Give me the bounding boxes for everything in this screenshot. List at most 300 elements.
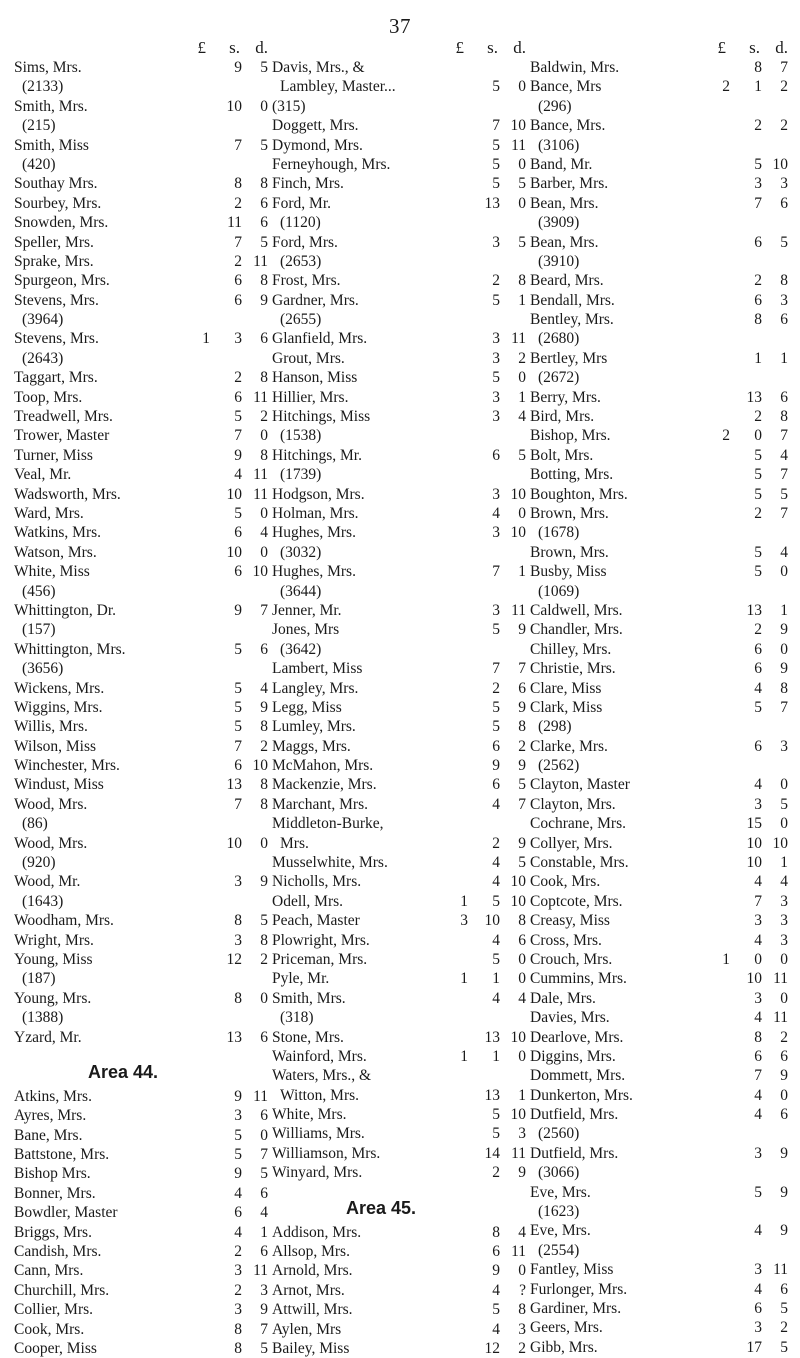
list-item <box>14 1087 272 1106</box>
pence-value: 0 <box>518 1047 526 1065</box>
shillings-value: 6 <box>234 563 242 581</box>
amount <box>188 465 272 484</box>
shillings-value: 6 <box>234 291 242 309</box>
list-item <box>272 1223 530 1242</box>
subscriber-name: Winchester, Mrs. <box>14 757 120 775</box>
list-item <box>530 1047 792 1066</box>
amount <box>708 1105 792 1124</box>
list-item <box>530 601 792 620</box>
shillings-value: 2 <box>234 252 242 270</box>
list-item <box>14 950 272 969</box>
list-item-detail <box>272 543 530 562</box>
list-item <box>14 1242 272 1261</box>
shillings-value: 8 <box>754 1028 762 1046</box>
pence-value: 5 <box>260 1165 268 1183</box>
subscriber-name: Hitchings, Miss <box>272 408 371 426</box>
subscriber-name: Bean, Mrs. <box>530 233 599 251</box>
list-item <box>530 504 792 523</box>
list-item <box>530 989 792 1008</box>
list-item-detail <box>530 136 792 155</box>
subscriber-name: Attwill, Mrs. <box>272 1301 353 1319</box>
list-item-detail <box>272 77 530 96</box>
pence-value: 10 <box>510 892 526 910</box>
pounds-value: 2 <box>722 78 730 96</box>
subscriber-name: Williams, Mrs. <box>272 1125 365 1143</box>
pounds-value: 1 <box>460 1047 468 1065</box>
subscriber-name: McMahon, Mrs. <box>272 757 374 775</box>
list-item <box>14 989 272 1008</box>
shillings-value: 3 <box>492 233 500 251</box>
pence-header: d. <box>513 38 526 57</box>
list-item <box>14 465 272 484</box>
list-item <box>530 1066 792 1085</box>
subscriber-name: Collyer, Mrs. <box>530 834 613 852</box>
list-item-detail <box>272 213 530 232</box>
list-item <box>14 543 272 562</box>
shillings-value: 2 <box>754 117 762 135</box>
amount <box>188 1087 272 1106</box>
pence-value: 1 <box>780 601 788 619</box>
subscriber-name: Davies, Mrs. <box>530 1009 610 1027</box>
amount <box>446 1261 530 1280</box>
list-item <box>272 504 530 523</box>
pence-value: 5 <box>780 795 788 813</box>
amount <box>708 1299 792 1318</box>
shillings-value: 1 <box>492 970 500 988</box>
subscriber-reference: (3909) <box>538 214 580 232</box>
pence-value: 4 <box>260 1204 268 1222</box>
subscriber-name: Turner, Miss <box>14 446 93 464</box>
subscriber-reference: Lambley, Master... <box>280 78 396 96</box>
list-item-detail <box>530 368 792 387</box>
shillings-value: 7 <box>754 194 762 212</box>
amount <box>446 679 530 698</box>
amount <box>188 194 272 213</box>
pence-value: 5 <box>260 136 268 154</box>
pence-value: 2 <box>260 950 268 968</box>
shillings-value: 5 <box>754 446 762 464</box>
amount <box>188 1028 272 1047</box>
pence-value: 2 <box>780 1028 788 1046</box>
shillings-value: 10 <box>746 970 762 988</box>
shillings-value: 6 <box>234 272 242 290</box>
pence-value: 6 <box>518 931 526 949</box>
list-item <box>14 872 272 891</box>
amount <box>708 388 792 407</box>
shillings-value: 4 <box>754 1106 762 1124</box>
shillings-value: 3 <box>492 408 500 426</box>
list-item <box>14 58 272 77</box>
shillings-value: 3 <box>754 795 762 813</box>
list-item <box>14 194 272 213</box>
list-item <box>530 426 792 445</box>
subscriber-name: Whittington, Mrs. <box>14 640 126 658</box>
shillings-value: 13 <box>484 1028 500 1046</box>
shillings-value: 7 <box>234 737 242 755</box>
subscriber-name: Bean, Mrs. <box>530 194 599 212</box>
list-item-detail <box>530 523 792 542</box>
subscriber-name: Williamson, Mrs. <box>272 1144 381 1162</box>
list-item <box>14 368 272 387</box>
subscriber-name: Churchill, Mrs. <box>14 1281 110 1299</box>
shillings-value: 9 <box>234 1165 242 1183</box>
pence-value: 4 <box>260 679 268 697</box>
list-item <box>530 814 792 833</box>
shillings-value: 5 <box>492 698 500 716</box>
subscriber-name: Bance, Mrs. <box>530 117 606 135</box>
pence-value: 9 <box>260 698 268 716</box>
amount <box>188 1320 272 1339</box>
pence-value: 7 <box>518 795 526 813</box>
list-item <box>272 969 530 988</box>
shillings-value: 7 <box>234 427 242 445</box>
list-item <box>272 1242 530 1261</box>
pence-value: 10 <box>510 1028 526 1046</box>
subscriber-reference: (1643) <box>22 892 64 910</box>
amount <box>188 1223 272 1242</box>
pounds-value: 1 <box>460 892 468 910</box>
list-item <box>272 950 530 969</box>
pence-value: 2 <box>780 1319 788 1337</box>
amount <box>446 349 530 368</box>
list-item <box>530 465 792 484</box>
list-item <box>272 756 530 775</box>
subscriber-name: Brown, Mrs. <box>530 504 609 522</box>
list-item <box>14 562 272 581</box>
list-item <box>272 368 530 387</box>
list-item <box>272 931 530 950</box>
amount <box>708 291 792 310</box>
list-item <box>530 640 792 659</box>
amount <box>446 504 530 523</box>
subscriber-reference: (1120) <box>280 214 321 232</box>
amount <box>708 543 792 562</box>
pence-value: 5 <box>518 854 526 872</box>
subscriber-name: Lambert, Miss <box>272 660 363 678</box>
subscriber-name: Caldwell, Mrs. <box>530 601 623 619</box>
shillings-value: 4 <box>754 679 762 697</box>
amount <box>708 1318 792 1337</box>
amount <box>708 1280 792 1299</box>
pence-value: 7 <box>780 698 788 716</box>
subscriber-name: Frost, Mrs. <box>272 272 341 290</box>
pence-value: 10 <box>510 524 526 542</box>
shillings-value: 8 <box>234 912 242 930</box>
shillings-value: 6 <box>492 776 500 794</box>
list-item <box>530 698 792 717</box>
amount <box>708 1183 792 1202</box>
list-item <box>14 1281 272 1300</box>
list-item <box>14 698 272 717</box>
list-item-detail <box>272 834 530 853</box>
amount <box>188 407 272 426</box>
pence-value: 6 <box>260 1028 268 1046</box>
pence-value: 9 <box>780 1183 788 1201</box>
shillings-value: 2 <box>492 1164 500 1182</box>
subscriber-name: Berry, Mrs. <box>530 388 601 406</box>
list-item <box>272 174 530 193</box>
pence-value: 0 <box>518 950 526 968</box>
shillings-value: 3 <box>234 873 242 891</box>
pence-value: 4 <box>780 543 788 561</box>
pence-value: 6 <box>780 311 788 329</box>
amount <box>446 136 530 155</box>
shillings-value: 13 <box>226 1028 242 1046</box>
shillings-value: 7 <box>234 795 242 813</box>
amount <box>188 1126 272 1145</box>
subscriber-name: Priceman, Mrs. <box>272 950 368 968</box>
amount <box>708 969 792 988</box>
pence-value: 10 <box>772 834 788 852</box>
amount <box>188 291 272 310</box>
list-item <box>530 853 792 872</box>
shillings-value: 3 <box>754 1144 762 1162</box>
shillings-value: 6 <box>492 1243 500 1261</box>
amount <box>446 174 530 193</box>
subscriber-reference: (420) <box>22 155 56 173</box>
list-item <box>272 136 530 155</box>
subscriber-name: Christie, Mrs. <box>530 660 616 678</box>
list-item <box>14 717 272 736</box>
subscriber-reference: (318) <box>280 1009 314 1027</box>
amount <box>188 252 272 271</box>
subscriber-name: Chandler, Mrs. <box>530 621 623 639</box>
amount <box>708 814 792 833</box>
amount <box>188 872 272 891</box>
subscriber-name: Dale, Mrs. <box>530 989 596 1007</box>
pence-value: 6 <box>780 194 788 212</box>
amount <box>446 1163 530 1182</box>
pence-value: 0 <box>780 776 788 794</box>
subscriber-name: Waters, Mrs., & <box>272 1067 372 1085</box>
shillings-value: 6 <box>754 1047 762 1065</box>
amount <box>446 950 530 969</box>
pence-value: 11 <box>511 1144 526 1162</box>
list-item <box>14 1320 272 1339</box>
shillings-value: 6 <box>754 291 762 309</box>
subscriber-reference: (2653) <box>280 252 322 270</box>
subscriber-name: Baldwin, Mrs. <box>530 59 620 76</box>
amount <box>446 1281 530 1300</box>
subscriber-name: Band, Mr. <box>530 155 593 173</box>
amount <box>188 233 272 252</box>
pence-value: 8 <box>260 795 268 813</box>
pence-value: 10 <box>510 1106 526 1124</box>
shillings-value: 5 <box>234 698 242 716</box>
subscriber-name: Legg, Miss <box>272 698 342 716</box>
subscriber-name: Holman, Mrs. <box>272 504 359 522</box>
subscriber-reference: (187) <box>22 970 56 988</box>
amount <box>708 485 792 504</box>
amount <box>708 1066 792 1085</box>
pence-value: 7 <box>780 59 788 76</box>
area-heading: Area 45. <box>345 1197 417 1218</box>
amount <box>188 504 272 523</box>
subscriber-name: Smith, Mrs. <box>14 97 88 115</box>
amount <box>188 1339 272 1358</box>
subscriber-name: Nicholls, Mrs. <box>272 873 362 891</box>
list-item-detail <box>14 1008 272 1027</box>
pence-value: 3 <box>780 291 788 309</box>
subscriber-name: Stevens, Mrs. <box>14 291 99 309</box>
shillings-value: 4 <box>492 873 500 891</box>
pence-value: 0 <box>518 1262 526 1280</box>
subscriber-name: Sprake, Mrs. <box>14 252 94 270</box>
subscriber-reference: (1069) <box>538 582 580 600</box>
shillings-value: 3 <box>492 524 500 542</box>
pence-value: 8 <box>260 369 268 387</box>
list-item <box>14 213 272 232</box>
list-item <box>14 911 272 930</box>
list-item <box>14 1028 272 1047</box>
amount <box>446 737 530 756</box>
amount <box>446 523 530 542</box>
shillings-value: 8 <box>754 311 762 329</box>
pence-value: 9 <box>518 757 526 775</box>
subscriber-name: Jones, Mrs <box>272 621 340 639</box>
shillings-value: 2 <box>234 1281 242 1299</box>
list-item <box>272 155 530 174</box>
pence-value: 9 <box>780 1144 788 1162</box>
list-item <box>272 1320 530 1339</box>
shillings-value: 7 <box>754 892 762 910</box>
list-item-detail <box>272 252 530 271</box>
amount <box>188 1184 272 1203</box>
shillings-value: 8 <box>234 989 242 1007</box>
shillings-value: 5 <box>492 1106 500 1124</box>
amount <box>188 562 272 581</box>
amount <box>188 388 272 407</box>
pence-value: 11 <box>773 970 788 988</box>
amount <box>446 872 530 891</box>
pence-value: 0 <box>260 543 268 561</box>
amount <box>708 562 792 581</box>
subscriber-name: Bance, Mrs <box>530 78 602 96</box>
subscriber-reference: (3032) <box>280 543 322 561</box>
subscriber-name: Stevens, Mrs. <box>14 330 99 348</box>
shillings-value: 5 <box>754 485 762 503</box>
list-item-detail <box>14 77 272 96</box>
subscriber-reference: (2554) <box>538 1241 580 1259</box>
list-item <box>272 1144 530 1163</box>
subscriber-name: Maggs, Mrs. <box>272 737 351 755</box>
subscriber-name: Bolt, Mrs. <box>530 446 594 464</box>
pence-value: 6 <box>260 1243 268 1261</box>
amount <box>708 601 792 620</box>
subscriber-name: Sims, Mrs. <box>14 59 82 76</box>
amount <box>188 1281 272 1300</box>
amount <box>708 737 792 756</box>
subscriber-name: Mackenzie, Mrs. <box>272 776 377 794</box>
subscriber-name: Fantley, Miss <box>530 1261 614 1279</box>
amount <box>708 775 792 794</box>
shillings-value: 5 <box>492 1125 500 1143</box>
pence-value: 0 <box>260 989 268 1007</box>
pence-value: 2 <box>518 349 526 367</box>
subscriber-name: Musselwhite, Mrs. <box>272 854 388 872</box>
amount <box>708 271 792 290</box>
pence-value: 2 <box>780 78 788 96</box>
pence-value: 0 <box>780 950 788 968</box>
shillings-value: 3 <box>234 330 242 348</box>
shillings-value: 10 <box>226 543 242 561</box>
amount <box>188 426 272 445</box>
subscriber-name: Dymond, Mrs. <box>272 136 363 154</box>
pence-value: 6 <box>518 679 526 697</box>
amount <box>446 601 530 620</box>
pence-value: 10 <box>510 117 526 135</box>
list-item-detail <box>530 97 792 116</box>
shillings-value: 5 <box>234 1146 242 1164</box>
list-item <box>530 233 792 252</box>
amount <box>188 1261 272 1280</box>
pence-value: 2 <box>260 737 268 755</box>
pence-value: 8 <box>518 272 526 290</box>
list-item-detail <box>530 252 792 271</box>
shillings-value: 5 <box>234 640 242 658</box>
shillings-value: 4 <box>754 873 762 891</box>
amount <box>446 446 530 465</box>
amount <box>446 116 530 135</box>
shillings-value: 5 <box>492 892 500 910</box>
subscriber-name: Furlonger, Mrs. <box>530 1280 628 1298</box>
shillings-value: 7 <box>492 660 500 678</box>
subscriber-name: Ferneyhough, Mrs. <box>272 155 391 173</box>
subscriber-name: Young, Miss <box>14 950 93 968</box>
amount <box>446 329 530 348</box>
shillings-value: 2 <box>492 272 500 290</box>
list-item <box>272 853 530 872</box>
pence-value: 11 <box>253 466 268 484</box>
shillings-value: 5 <box>492 369 500 387</box>
shillings-value: 3 <box>234 1262 242 1280</box>
subscriber-name: Cook, Mrs. <box>530 873 601 891</box>
pence-value: 0 <box>780 989 788 1007</box>
pence-value: 1 <box>780 349 788 367</box>
shillings-header: s. <box>229 38 240 57</box>
shillings-value: 5 <box>492 950 500 968</box>
subscriber-name: Glanfield, Mrs. <box>272 330 368 348</box>
shillings-value: 6 <box>754 640 762 658</box>
shillings-value: 15 <box>746 815 762 833</box>
amount <box>446 562 530 581</box>
pence-value: 6 <box>260 214 268 232</box>
amount <box>188 174 272 193</box>
subscriber-name: Trower, Master <box>14 427 110 445</box>
list-item <box>272 620 530 639</box>
amount <box>446 1105 530 1124</box>
subscriber-reference: (3066) <box>538 1164 580 1182</box>
list-item <box>14 291 272 310</box>
shillings-value: 5 <box>492 718 500 736</box>
subscriber-name: Hodgson, Mrs. <box>272 485 365 503</box>
amount <box>708 834 792 853</box>
list-item-detail <box>530 717 792 736</box>
list-item <box>272 1261 530 1280</box>
subscriber-name: Ford, Mrs. <box>272 233 338 251</box>
shillings-value: 2 <box>754 408 762 426</box>
list-item-detail <box>530 756 792 775</box>
shillings-value: 13 <box>484 1086 500 1104</box>
pence-value: 0 <box>780 1086 788 1104</box>
list-item-detail <box>272 1086 530 1105</box>
shillings-value: 3 <box>234 931 242 949</box>
pence-value: 3 <box>518 1320 526 1338</box>
pence-value: 0 <box>260 834 268 852</box>
subscriber-name: Clare, Miss <box>530 679 602 697</box>
shillings-value: 6 <box>234 1204 242 1222</box>
pence-value: 0 <box>518 504 526 522</box>
